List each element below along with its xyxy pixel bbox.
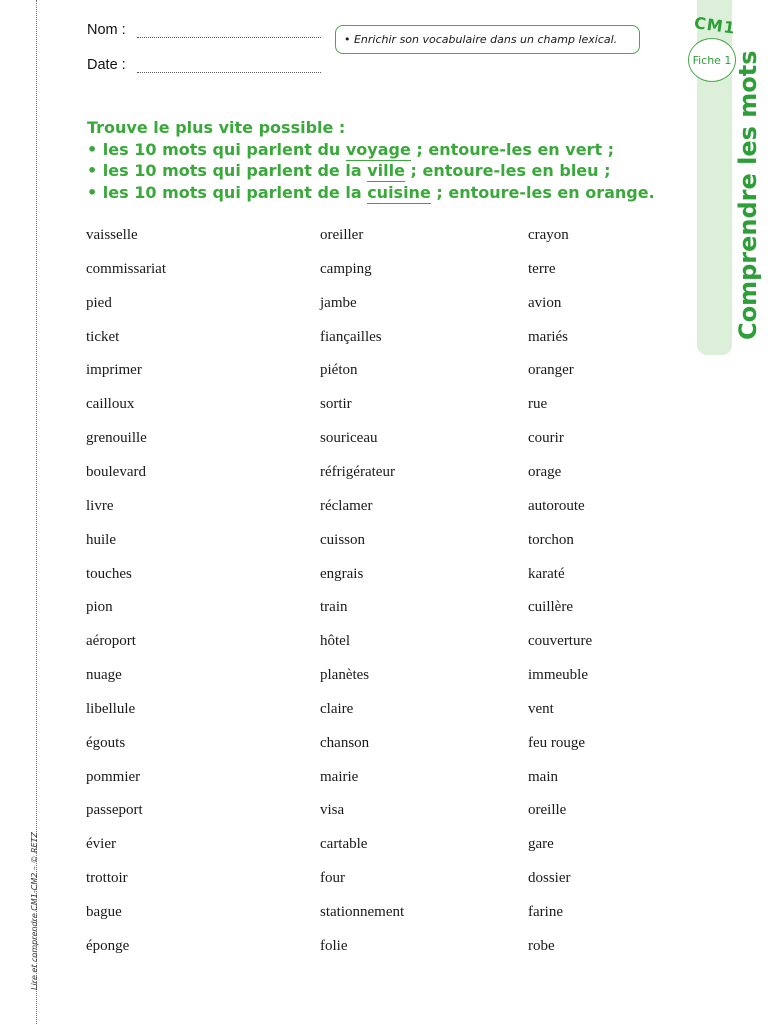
- word-item[interactable]: grenouille: [86, 430, 147, 447]
- word-item[interactable]: farine: [528, 904, 563, 920]
- word-item[interactable]: planètes: [320, 667, 370, 684]
- word-item[interactable]: évier: [86, 836, 116, 853]
- word-item[interactable]: trottoir: [86, 870, 128, 887]
- word-item[interactable]: oreiller: [320, 227, 364, 243]
- copyright-credit: Lire et comprendre CM1-CM2 – © RETZ: [30, 832, 39, 990]
- word-item[interactable]: fiançailles: [320, 328, 382, 345]
- section-title-vertical: Comprendre les mots: [734, 50, 762, 340]
- theme-word: cuisine: [367, 182, 431, 202]
- word-item[interactable]: couverture: [528, 633, 593, 650]
- word-item[interactable]: nuage: [86, 667, 122, 684]
- word-item[interactable]: réfrigérateur: [320, 463, 395, 480]
- word-item[interactable]: oranger: [528, 362, 574, 379]
- word-item[interactable]: aéroport: [86, 633, 136, 650]
- word-item[interactable]: immeuble: [528, 667, 588, 684]
- instruction-item: • les 10 mots qui parlent du voyage ; entoure-les en vert ;: [87, 139, 615, 159]
- word-item[interactable]: huile: [86, 531, 116, 548]
- word-item[interactable]: camping: [320, 260, 372, 277]
- instruction-item: • les 10 mots qui parlent de la ville ; entoure-les en bleu ;: [87, 161, 611, 180]
- word-item[interactable]: touches: [86, 565, 132, 582]
- theme-word: ville: [367, 161, 405, 180]
- word-item[interactable]: karaté: [528, 565, 565, 582]
- word-item[interactable]: stationnement: [320, 904, 405, 920]
- word-item[interactable]: mairie: [320, 768, 359, 785]
- word-item[interactable]: sortir: [320, 396, 352, 413]
- word-item[interactable]: égouts: [86, 734, 126, 751]
- word-item[interactable]: commissariat: [86, 260, 166, 277]
- word-item[interactable]: crayon: [528, 227, 569, 243]
- word-item[interactable]: boulevard: [86, 463, 146, 480]
- word-item[interactable]: réclamer: [320, 497, 373, 514]
- name-field: [87, 22, 321, 38]
- word-item[interactable]: cailloux: [86, 396, 135, 413]
- word-item[interactable]: folie: [320, 937, 348, 954]
- date-blank-line[interactable]: [137, 62, 321, 73]
- word-item[interactable]: souriceau: [320, 430, 378, 447]
- word-item[interactable]: imprimer: [86, 362, 142, 379]
- word-item[interactable]: mariés: [528, 328, 568, 345]
- word-item[interactable]: éponge: [86, 937, 130, 954]
- word-item[interactable]: torchon: [528, 531, 574, 548]
- word-item[interactable]: train: [320, 599, 348, 616]
- word-item[interactable]: rue: [528, 396, 548, 413]
- word-item[interactable]: avion: [528, 294, 562, 311]
- word-item[interactable]: main: [528, 768, 558, 785]
- word-item[interactable]: orage: [528, 463, 562, 480]
- date-label: Date :: [87, 57, 126, 73]
- date-field: [87, 57, 321, 73]
- word-item[interactable]: pommier: [86, 768, 141, 785]
- word-item[interactable]: chanson: [320, 734, 370, 751]
- name-blank-line[interactable]: [137, 27, 321, 38]
- word-item[interactable]: piéton: [320, 362, 358, 379]
- word-item[interactable]: feu rouge: [528, 734, 586, 751]
- word-item[interactable]: robe: [528, 937, 555, 954]
- word-item[interactable]: gare: [528, 836, 554, 853]
- word-item[interactable]: pied: [86, 294, 112, 311]
- word-item[interactable]: hôtel: [320, 633, 350, 650]
- word-item[interactable]: vaisselle: [86, 227, 138, 243]
- word-item[interactable]: jambe: [320, 294, 357, 311]
- objective-box: • Enrichir son vocabulaire dans un champ lexical.: [335, 25, 640, 54]
- fiche-badge: [688, 38, 736, 82]
- word-item[interactable]: cuillère: [528, 599, 573, 616]
- word-item[interactable]: engrais: [320, 565, 364, 582]
- word-item[interactable]: terre: [528, 260, 556, 277]
- word-item[interactable]: oreille: [528, 802, 567, 819]
- word-item[interactable]: passeport: [86, 802, 143, 819]
- theme-word: voyage: [345, 139, 411, 159]
- word-item[interactable]: autoroute: [528, 497, 585, 514]
- name-label: Nom :: [87, 22, 126, 38]
- word-item[interactable]: vent: [528, 700, 554, 717]
- word-item[interactable]: courir: [528, 430, 564, 447]
- word-item[interactable]: livre: [86, 497, 114, 514]
- word-item[interactable]: pion: [86, 599, 113, 616]
- word-item[interactable]: four: [320, 870, 345, 887]
- instructions-heading: Trouve le plus vite possible :: [87, 118, 346, 137]
- fiche-label: Fiche 1: [692, 53, 732, 67]
- word-item[interactable]: visa: [320, 802, 345, 819]
- word-item[interactable]: claire: [320, 700, 354, 717]
- word-item[interactable]: bague: [86, 904, 122, 920]
- level-label: CM1: [692, 13, 738, 38]
- instruction-item: • les 10 mots qui parlent de la cuisine ; entoure-les en orange.: [87, 182, 655, 202]
- instructions: [87, 117, 687, 203]
- word-item[interactable]: libellule: [86, 700, 136, 717]
- word-item[interactable]: cartable: [320, 836, 368, 853]
- word-item[interactable]: ticket: [86, 328, 120, 345]
- word-item[interactable]: cuisson: [320, 531, 365, 548]
- word-item[interactable]: dossier: [528, 870, 571, 887]
